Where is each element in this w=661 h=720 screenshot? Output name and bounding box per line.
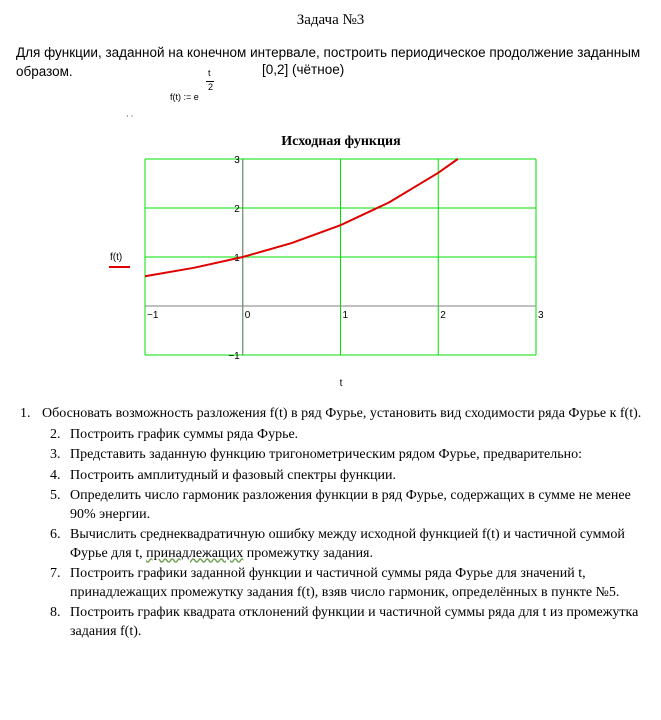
function-chart — [100, 150, 550, 390]
task-item-4: 4. Построить амплитудный и фазовый спектры функции. — [50, 467, 397, 483]
task-item-3: 3. Представить заданную функцию тригонометрическим рядом Фурье, предварительно: — [50, 447, 582, 462]
y-tick-label: −1 — [228, 351, 240, 362]
task-item-8: 8. Построить график квадрата отклонений функции и частичной суммы ряда для t из промежутка задания f(t). — [50, 605, 639, 639]
y-tick-label: 2 — [234, 204, 240, 215]
task-item-1: 1. Обосновать возможность разложения f(t) в ряд Фурье, установить вид сходимости ряда Фурье к f(t). — [20, 406, 642, 421]
formula-exponent-denominator: 2 — [208, 82, 214, 92]
task-item-7: 7. Построить графики заданной функции и частичной суммы ряда Фурье для значений t, принадлежащих промежутку задания f(t), взяв число гармоник, определённых в пункте №5. — [50, 566, 620, 600]
intro-text: Для функции, заданной на конечном интервале, построить периодическое продолжение заданным образом. — [16, 45, 641, 79]
function-formula — [170, 66, 230, 106]
y-axis-label: f(t) — [110, 252, 123, 263]
x-tick-label: −1 — [147, 310, 159, 321]
page-title: Задача №3 — [296, 12, 365, 28]
function-line — [145, 159, 458, 276]
x-axis-label: t — [339, 378, 343, 389]
formula-exponent-numerator: t — [208, 68, 211, 78]
task-item-5: 5. Определить число гармоник разложения функции в ряд Фурье, содержащих в сумме не менее 90% энергии. — [50, 488, 631, 522]
y-tick-label: 1 — [234, 253, 240, 264]
chart-title: Исходная функция — [281, 134, 401, 149]
interval-text: [0,2] (чётное) — [262, 62, 345, 77]
task-item-6: 6. Вычислить среднеквадратичную ошибку между исходной функцией f(t) и частичной суммой Фурье для t, принадлежащих промежутку задания. — [50, 527, 625, 561]
x-tick-label: 3 — [538, 310, 544, 321]
x-tick-label: 0 — [244, 310, 251, 321]
task-item-2: 2. Построить график суммы ряда Фурье. — [50, 426, 299, 442]
formula-lhs: f(t) := e — [170, 92, 199, 102]
placeholder-dots: · · — [126, 112, 134, 121]
task-list — [20, 405, 645, 643]
x-tick-label: 1 — [342, 310, 349, 321]
y-tick-label: 3 — [234, 155, 240, 166]
x-tick-label: 2 — [440, 310, 446, 321]
